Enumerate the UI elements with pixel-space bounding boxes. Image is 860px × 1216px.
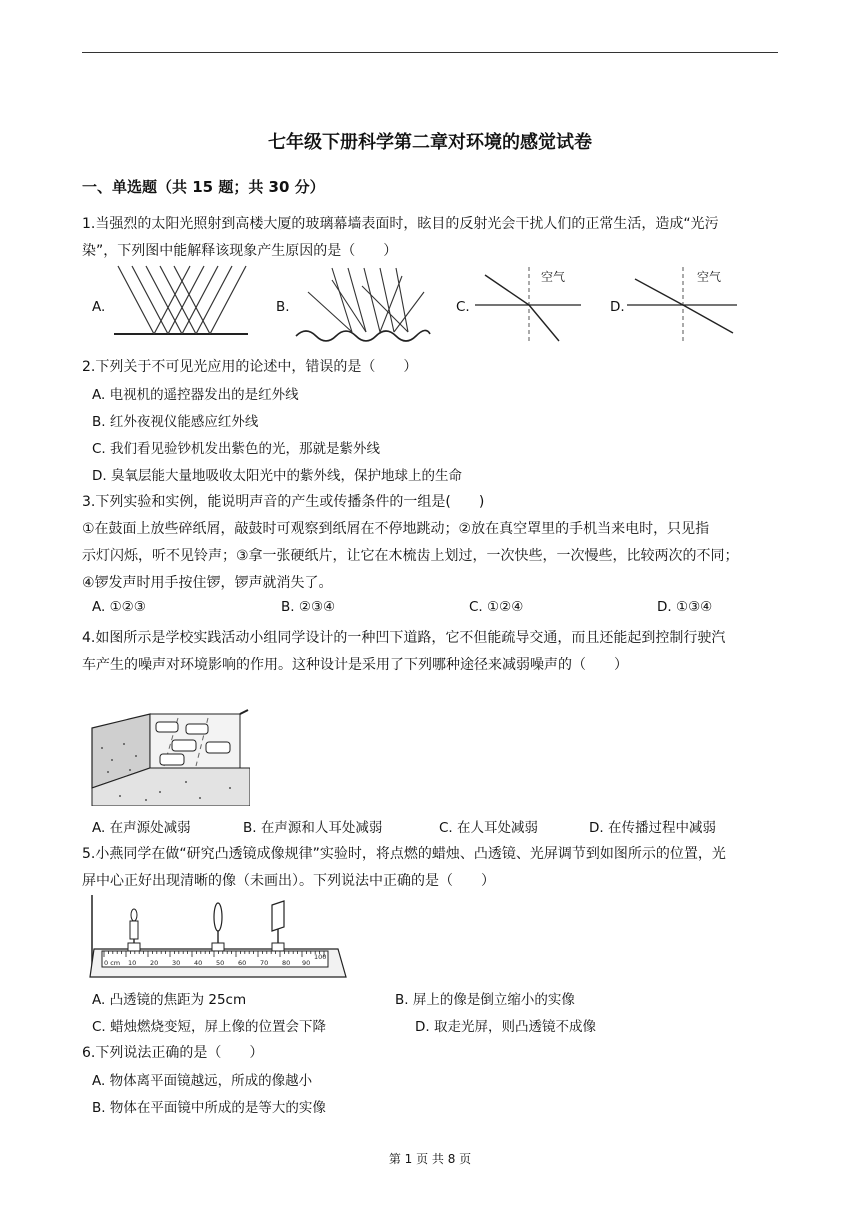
q1-figure-d [625,263,740,345]
q3-line-2: ①在鼓面上放些碎纸屑，敲鼓时可观察到纸屑在不停地跳动；②放在真空罩里的手机当来电时，只见指 [82,521,710,537]
q4-sunken-road-figure [90,708,250,806]
header-rule [82,52,778,53]
q2-option-c: C. 我们看见验钞机发出紫色的光，那就是紫外线 [92,441,381,457]
q3-line-3: 示灯闪烁，听不见铃声；③拿一张硬纸片，让它在木梳齿上划过，一次快些，一次慢些，比较两次的不同； [82,548,739,564]
q5-option-d: D. 取走光屏，则凸透镜不成像 [415,1019,596,1035]
q1-figure-a [108,262,253,342]
page-title: 七年级下册科学第二章对环境的感觉试卷 [268,132,592,153]
q2-option-b: B. 红外夜视仪能感应红外线 [92,414,259,430]
q2-option-d: D. 臭氧层能大量地吸收太阳光中的紫外线，保护地球上的生命 [92,468,462,484]
q5-optical-bench-figure [88,893,350,981]
q3-line-1: 3.下列实验和实例，能说明声音的产生或传播条件的一组是( ) [82,494,485,510]
q1-option-a-label: A. [92,299,106,315]
q3-option-c: C. ①②④ [469,599,524,615]
q1-option-b-label: B. [276,299,290,315]
page-footer: 第 1 页 共 8 页 [388,1152,472,1166]
ruler-label-90: 90 [302,959,311,967]
ruler-label-30: 30 [172,959,181,967]
q2-option-a: A. 电视机的遥控器发出的是红外线 [92,387,299,403]
q2-line-1: 2.下列关于不可见光应用的论述中，错误的是（ ） [82,359,418,375]
q5-option-a: A. 凸透镜的焦距为 25cm [92,992,247,1008]
ruler-label-0: 0 cm [104,959,121,967]
q1-option-c-label: C. [456,299,470,315]
q5-option-b: B. 屏上的像是倒立缩小的实像 [395,992,575,1008]
ruler-label-50: 50 [216,959,225,967]
q4-line-1: 4.如图所示是学校实践活动小组同学设计的一种凹下道路，它不但能疏导交通，而且还能起到控制行驶汽 [82,630,726,646]
q3-option-b: B. ②③④ [281,599,336,615]
q1-figure-c [473,263,583,345]
q1-figure-b [292,262,432,346]
q3-option-d: D. ①③④ [657,599,713,615]
ruler-label-70: 70 [260,959,269,967]
ruler-label-20: 20 [150,959,159,967]
q4-option-b: B. 在声源和人耳处减弱 [243,820,383,836]
q1-figure-d-label: 空气 [697,270,722,284]
ruler-label-40: 40 [194,959,203,967]
q5-line-1: 5.小燕同学在做“研究凸透镜成像规律”实验时，将点燃的蜡烛、凸透镜、光屏调节到如图所示的位置，光 [82,846,726,862]
q6-line-1: 6.下列说法正确的是（ ） [82,1045,264,1061]
q1-line-1: 1.当强烈的太阳光照射到高楼大厦的玻璃幕墙表面时，眩目的反射光会干扰人们的正常生活，造成“光污 [82,216,719,232]
q1-figure-c-label: 空气 [541,270,566,284]
q6-option-b: B. 物体在平面镜中所成的是等大的实像 [92,1100,326,1116]
ruler-label-10: 10 [128,959,137,967]
q1-option-d-label: D. [610,299,625,315]
q4-option-c: C. 在人耳处减弱 [439,820,539,836]
q6-option-a: A. 物体离平面镜越远，所成的像越小 [92,1073,313,1089]
q4-line-2: 车产生的噪声对环境影响的作用。这种设计是采用了下列哪种途径来减弱噪声的（ ） [82,657,628,673]
ruler-label-60: 60 [238,959,247,967]
q5-option-c: C. 蜡烛燃烧变短，屏上像的位置会下降 [92,1019,327,1035]
ruler-label-80: 80 [282,959,291,967]
section-heading: 一、单选题（共 15 题；共 30 分） [82,178,325,196]
q4-option-a: A. 在声源处减弱 [92,820,191,836]
ruler-label-100: 100 [314,953,327,961]
q5-line-2: 屏中心正好出现清晰的像（未画出）。下列说法中正确的是（ ） [82,873,495,889]
q3-option-a: A. ①②③ [92,599,146,615]
q4-option-d: D. 在传播过程中减弱 [589,820,716,836]
q1-line-2: 染”，下列图中能解释该现象产生原因的是（ ） [82,243,398,259]
q3-line-4: ④锣发声时用手按住锣，锣声就消失了。 [82,575,333,591]
